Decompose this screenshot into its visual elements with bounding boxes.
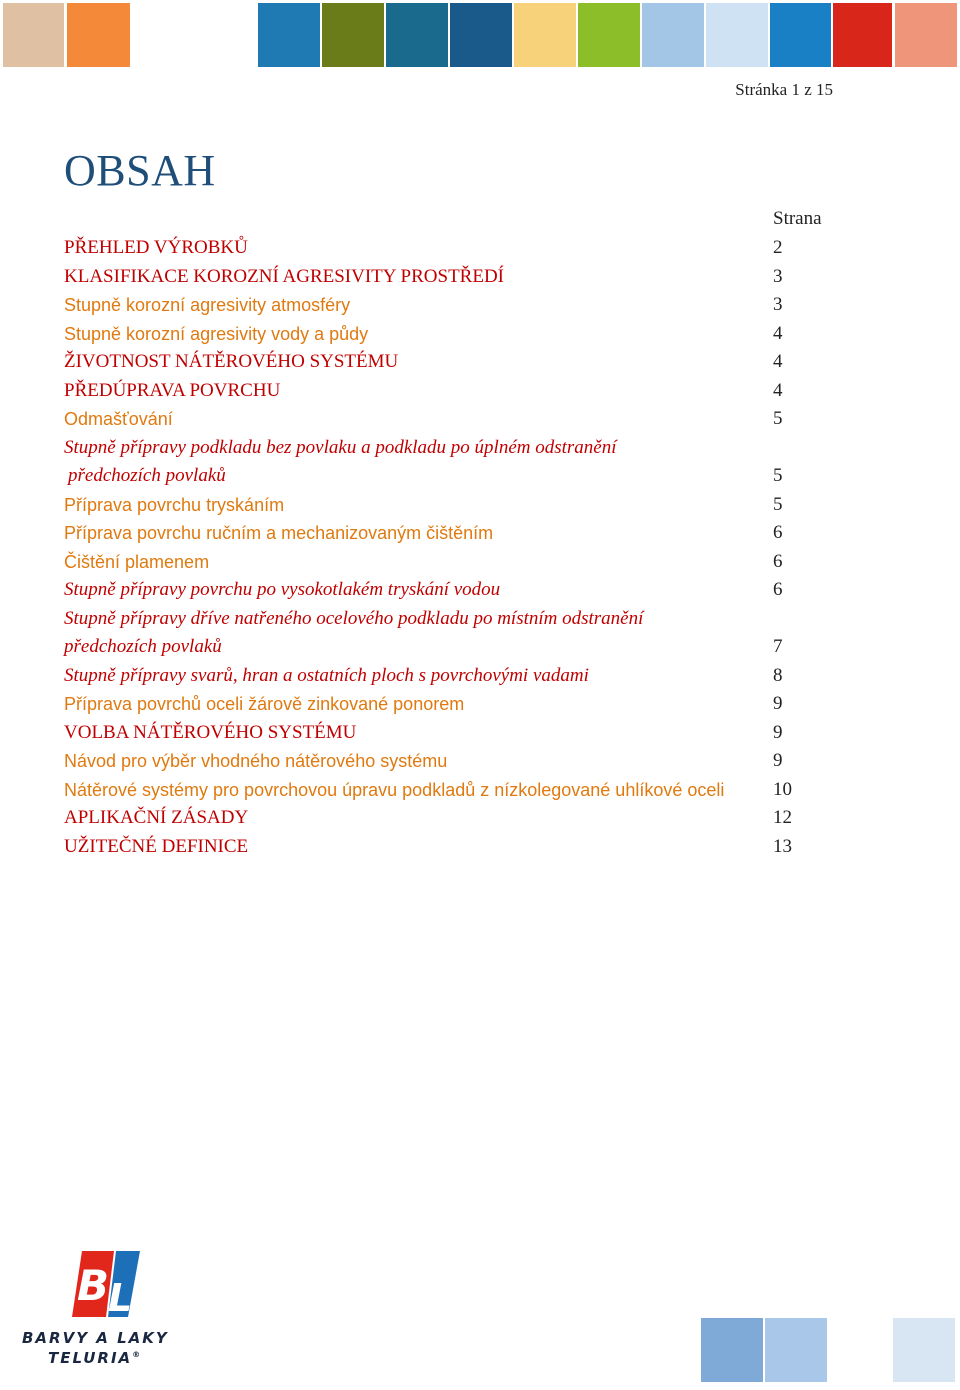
toc-row[interactable]: [64, 833, 844, 862]
color-swatch-bar: [0, 3, 960, 67]
color-swatch: [322, 3, 384, 67]
toc-entry-text: PŘEHLED VÝROBKŮ: [64, 237, 248, 258]
toc-row[interactable]: [64, 434, 844, 463]
toc-entry-text: Příprava povrchu tryskáním: [64, 494, 285, 515]
color-swatch: [514, 3, 576, 67]
toc-page-number: 12: [773, 807, 792, 828]
toc-row[interactable]: [64, 462, 844, 491]
toc-entry-text: Stupně přípravy podkladu bez povlaku a podkladu po úplném odstranění: [64, 436, 617, 458]
logo-mark: [64, 1245, 144, 1325]
toc-entry-text: VOLBA NÁTĚROVÉHO SYSTÉMU: [64, 721, 357, 743]
toc-row[interactable]: [64, 747, 844, 776]
toc-page-number: 6: [773, 522, 783, 543]
toc-page-number: 2: [773, 237, 783, 258]
toc-entry-text: Stupně korozní agresivity vody a půdy: [64, 323, 369, 344]
toc-entry-text: Stupně přípravy dříve natřeného ocelového podkladu po místním odstranění: [64, 607, 644, 629]
toc-page-number: 3: [773, 265, 783, 287]
toc-entry-text: Nátěrové systémy pro povrchovou úpravu podkladů z nízkolegované uhlíkové oceli: [64, 779, 725, 800]
color-swatch: [258, 3, 320, 67]
toc-page-number: 9: [773, 721, 783, 743]
toc-page-number: 9: [773, 750, 783, 771]
page-title: OBSAH: [64, 146, 216, 195]
toc-row[interactable]: [64, 491, 844, 520]
color-swatch: [67, 3, 130, 67]
footer-swatch: [893, 1318, 955, 1382]
toc-row[interactable]: [64, 405, 844, 434]
toc-entry-text: PŘEDÚPRAVA POVRCHU: [64, 379, 281, 401]
toc-entry-text: Stupně přípravy povrchu po vysokotlakém tryskání vodou: [64, 579, 501, 600]
svg-text:B: B: [77, 1261, 110, 1310]
toc-entry-text: ŽIVOTNOST NÁTĚROVÉHO SYSTÉMU: [64, 351, 399, 372]
toc-page-number: 6: [773, 579, 783, 600]
toc-page-number: 6: [773, 550, 783, 572]
toc-entry-text: předchozích povlaků: [64, 636, 222, 657]
toc-entry-text: Čištění plamenem: [64, 551, 210, 572]
color-swatch: [770, 3, 831, 67]
toc-row[interactable]: [64, 662, 844, 691]
toc-row[interactable]: [64, 776, 844, 805]
toc-page-number: 5: [773, 408, 783, 429]
toc-entry-text: předchozích povlaků: [68, 465, 226, 486]
toc-page-number: 3: [773, 294, 783, 315]
toc-entry-text: Stupně korozní agresivity atmosféry: [64, 295, 351, 315]
toc-row[interactable]: [64, 348, 844, 377]
toc-row[interactable]: [64, 690, 844, 719]
toc-row[interactable]: [64, 263, 844, 292]
color-swatch: [450, 3, 512, 67]
toc-row[interactable]: [64, 633, 844, 662]
toc-page-number: 7: [773, 636, 783, 657]
toc-row[interactable]: [64, 320, 844, 349]
toc-row[interactable]: [64, 576, 844, 605]
toc-row[interactable]: [64, 519, 844, 548]
page-indicator: Stránka 1 z 15: [735, 80, 833, 99]
toc-entry-text: Příprava povrchu ručním a mechanizovaným čištěním: [64, 523, 494, 543]
toc-row[interactable]: [64, 605, 844, 634]
toc-row[interactable]: [64, 377, 844, 406]
company-logo: [22, 1245, 172, 1375]
toc-entry-text: APLIKAČNÍ ZÁSADY: [64, 807, 249, 828]
toc-page-number: 4: [773, 351, 783, 372]
toc-row[interactable]: [64, 291, 844, 320]
toc-page-number: 9: [773, 693, 783, 714]
logo-line1: BARVY A LAKY: [22, 1329, 169, 1347]
toc-row[interactable]: [64, 234, 844, 263]
toc-page-number: 4: [773, 379, 783, 401]
table-of-contents: [64, 234, 844, 861]
color-swatch: [642, 3, 704, 67]
toc-entry-text: Odmašťování: [64, 409, 173, 429]
color-swatch: [833, 3, 892, 67]
page-column-header: Strana: [773, 208, 822, 229]
color-swatch: [386, 3, 448, 67]
color-swatch: [895, 3, 957, 67]
color-swatch: [706, 3, 768, 67]
toc-page-number: 13: [773, 835, 792, 857]
toc-entry-text: KLASIFIKACE KOROZNÍ AGRESIVITY PROSTŘEDÍ: [64, 265, 504, 287]
toc-page-number: 5: [773, 465, 783, 486]
footer-swatch: [701, 1318, 763, 1382]
color-swatch: [3, 3, 64, 67]
toc-page-number: 4: [773, 322, 783, 344]
toc-row[interactable]: [64, 719, 844, 748]
toc-entry-text: Návod pro výběr vhodného nátěrového systému: [64, 751, 448, 771]
logo-line2: TELURIA®: [48, 1349, 141, 1367]
toc-entry-text: Stupně přípravy svarů, hran a ostatních ploch s povrchovými vadami: [64, 664, 589, 686]
svg-text:L: L: [108, 1276, 133, 1320]
color-swatch: [578, 3, 640, 67]
toc-page-number: 8: [773, 664, 783, 686]
toc-page-number: 10: [773, 778, 792, 800]
footer-swatch: [765, 1318, 827, 1382]
toc-row[interactable]: [64, 548, 844, 577]
toc-row[interactable]: [64, 804, 844, 833]
toc-page-number: 5: [773, 493, 783, 515]
toc-entry-text: Příprava povrchů oceli žárově zinkované ponorem: [64, 694, 465, 714]
toc-entry-text: UŽITEČNÉ DEFINICE: [64, 835, 249, 857]
